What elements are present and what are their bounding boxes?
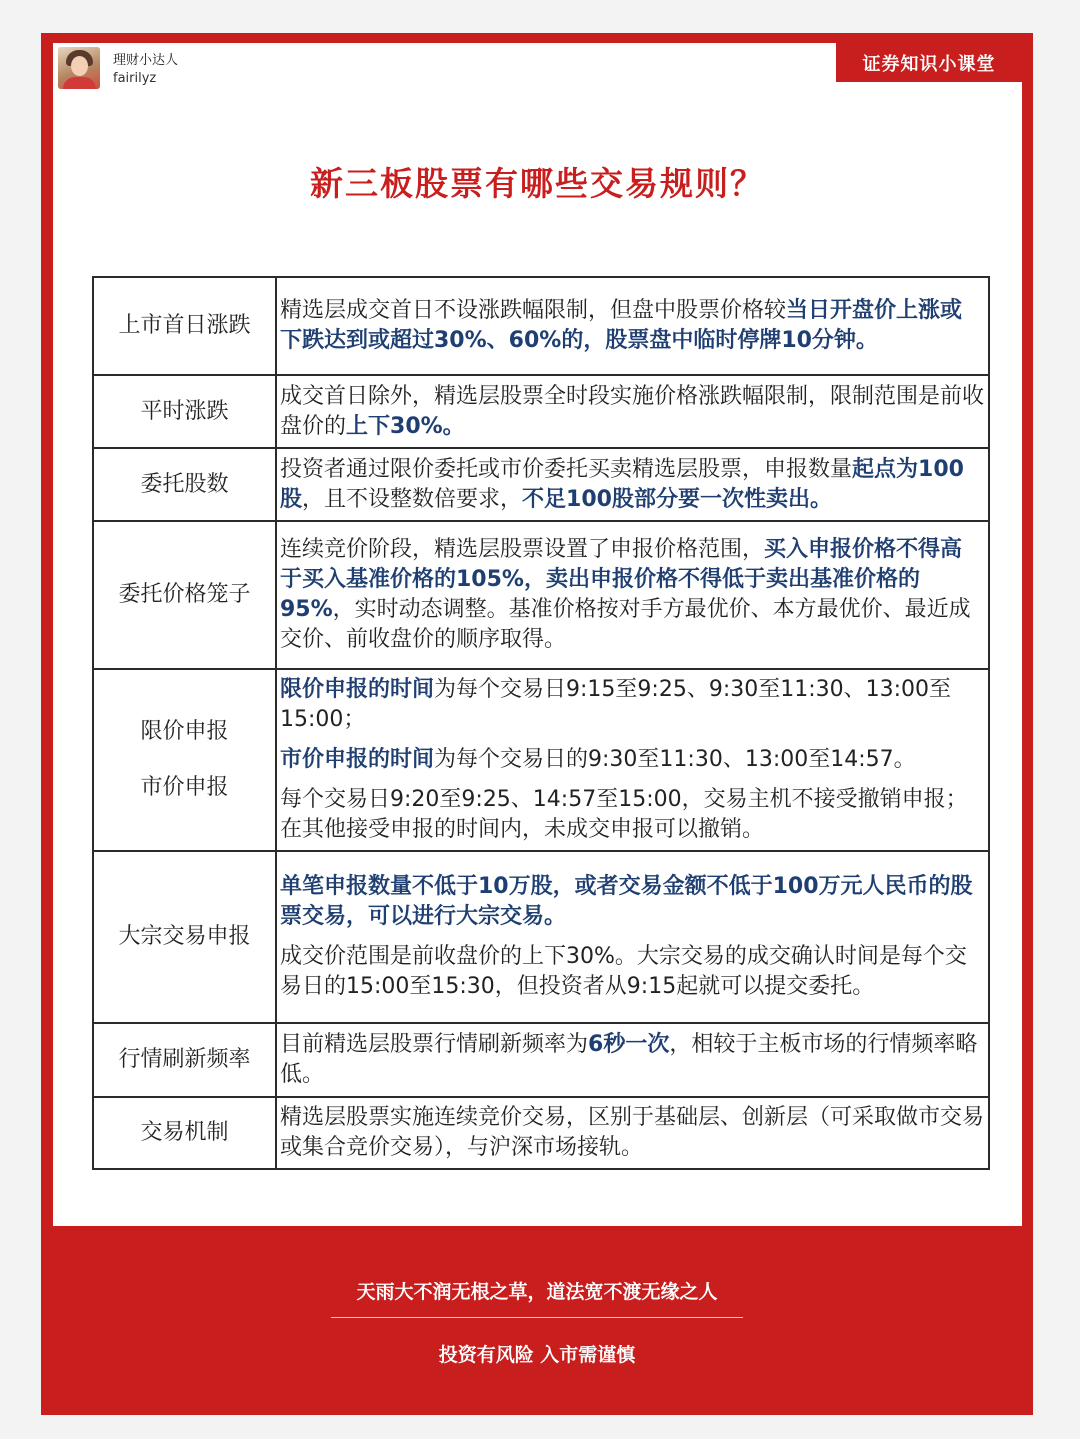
body-text: 投资者通过限价委托或市价委托买卖精选层股票，申报数量 (280, 456, 853, 482)
body-text: ，实时动态调整。基准价格按对手方最优价、本方最优价、最近成交价、前收盘价的顺序取得。 (280, 597, 971, 652)
content-paragraph (280, 942, 984, 1002)
highlighted-text: 买入申报价格不得高于买入基准价格的105%，卖出申报价格不得低于卖出基准价格的95% (280, 537, 963, 622)
highlighted-text: 单笔申报数量不低于10万股，或者交易金额不低于100万元人民币的股票交易，可以进行大宗交易。 (280, 874, 973, 929)
table-row (93, 1097, 989, 1169)
content-paragraph (280, 1030, 984, 1090)
row-label-text: 市价申报 (140, 775, 229, 800)
table-row (93, 1023, 989, 1097)
body-text: 精选层成交首日不设涨跌幅限制，但盘中股票价格较 (280, 298, 787, 323)
row-content (276, 1097, 989, 1169)
row-content (276, 375, 989, 448)
row-label: 上市首日涨跌 (93, 277, 276, 375)
page-title: 新三板股票有哪些交易规则？ (310, 164, 765, 203)
row-content (276, 448, 989, 521)
row-label: 平时涨跌 (93, 375, 276, 448)
row-label (93, 669, 276, 851)
body-text: 连续竞价阶段，精选层股票设置了申报价格范围， (280, 537, 765, 562)
highlighted-text: 不足100股部分要一次性卖出。 (522, 486, 832, 512)
content-paragraph (280, 745, 984, 775)
table-row (93, 521, 989, 669)
highlighted-text: 6秒一次 (588, 1032, 670, 1057)
highlighted-text: 限价申报的时间 (280, 677, 435, 702)
body-text: ，相较于主板市场的行情频率略低。 (280, 1032, 978, 1087)
body-text: ，且不设整数倍要求， (302, 486, 523, 512)
row-content (276, 521, 989, 669)
row-content (276, 851, 989, 1023)
body-text: 每个交易日9:20至9:25、14:57至15:00，交易主机不接受撤销申报；在其他接受申报的时间内，未成交申报可以撤销。 (280, 787, 968, 842)
footer-divider (331, 1317, 743, 1318)
footer-motto: 天雨大不润无根之草，道法宽不渡无缘之人 (356, 1281, 718, 1303)
row-label-text: 限价申报 (140, 719, 229, 744)
row-label: 交易机制 (93, 1097, 276, 1169)
row-label: 大宗交易申报 (93, 851, 276, 1023)
body-text: 目前精选层股票行情刷新频率为 (280, 1032, 589, 1057)
content-paragraph (280, 872, 984, 932)
table-row (93, 669, 989, 851)
row-label: 委托价格笼子 (93, 521, 276, 669)
table-row (93, 448, 989, 521)
content-paragraph (280, 296, 984, 356)
row-label: 行情刷新频率 (93, 1023, 276, 1097)
content-paragraph (280, 455, 984, 515)
column-tag: 证券知识小课堂 (836, 43, 1022, 82)
body-text: 精选层股票实施连续竞价交易，区别于基础层、创新层（可采取做市交易或集合竞价交易），与沪深市场接轨。 (280, 1105, 985, 1160)
footer-disclaimer: 投资有风险 入市需谨慎 (438, 1344, 636, 1366)
row-content (276, 1023, 989, 1097)
user-id: fairilyz (113, 71, 157, 86)
body-text: 成交价范围是前收盘价的上下30%。大宗交易的成交确认时间是每个交易日的15:00至15:30，但投资者从9:15起就可以提交委托。 (280, 944, 967, 999)
body-text: 成交首日除外，精选层股票全时段实施价格涨跌幅限制，限制范围是前收盘价的 (280, 383, 985, 439)
highlighted-text: 市价申报的时间 (280, 747, 435, 772)
table-row (93, 375, 989, 448)
table-row (93, 851, 989, 1023)
content-paragraph (280, 382, 984, 442)
highlighted-text: 当日开盘价上涨或下跌达到或超过30%、60%的，股票盘中临时停牌10分钟。 (280, 298, 963, 353)
content-paragraph (280, 1103, 984, 1163)
table-row (93, 277, 989, 375)
rules-table (92, 276, 990, 1170)
content-paragraph (280, 675, 984, 735)
highlighted-text: 起点为100股 (280, 456, 964, 512)
username[interactable]: 理财小达人 (113, 53, 179, 68)
content-paragraph (280, 785, 984, 845)
body-text: 为每个交易日9:15至9:25、9:30至11:30、13:00至15:00； (280, 677, 952, 732)
content-paragraph (280, 535, 984, 655)
highlighted-text: 上下30%。 (346, 413, 465, 439)
row-label: 委托股数 (93, 448, 276, 521)
body-text: 为每个交易日的9:30至11:30、13:00至14:57。 (434, 747, 916, 772)
row-content (276, 669, 989, 851)
row-content (276, 277, 989, 375)
user-avatar[interactable] (58, 47, 100, 89)
